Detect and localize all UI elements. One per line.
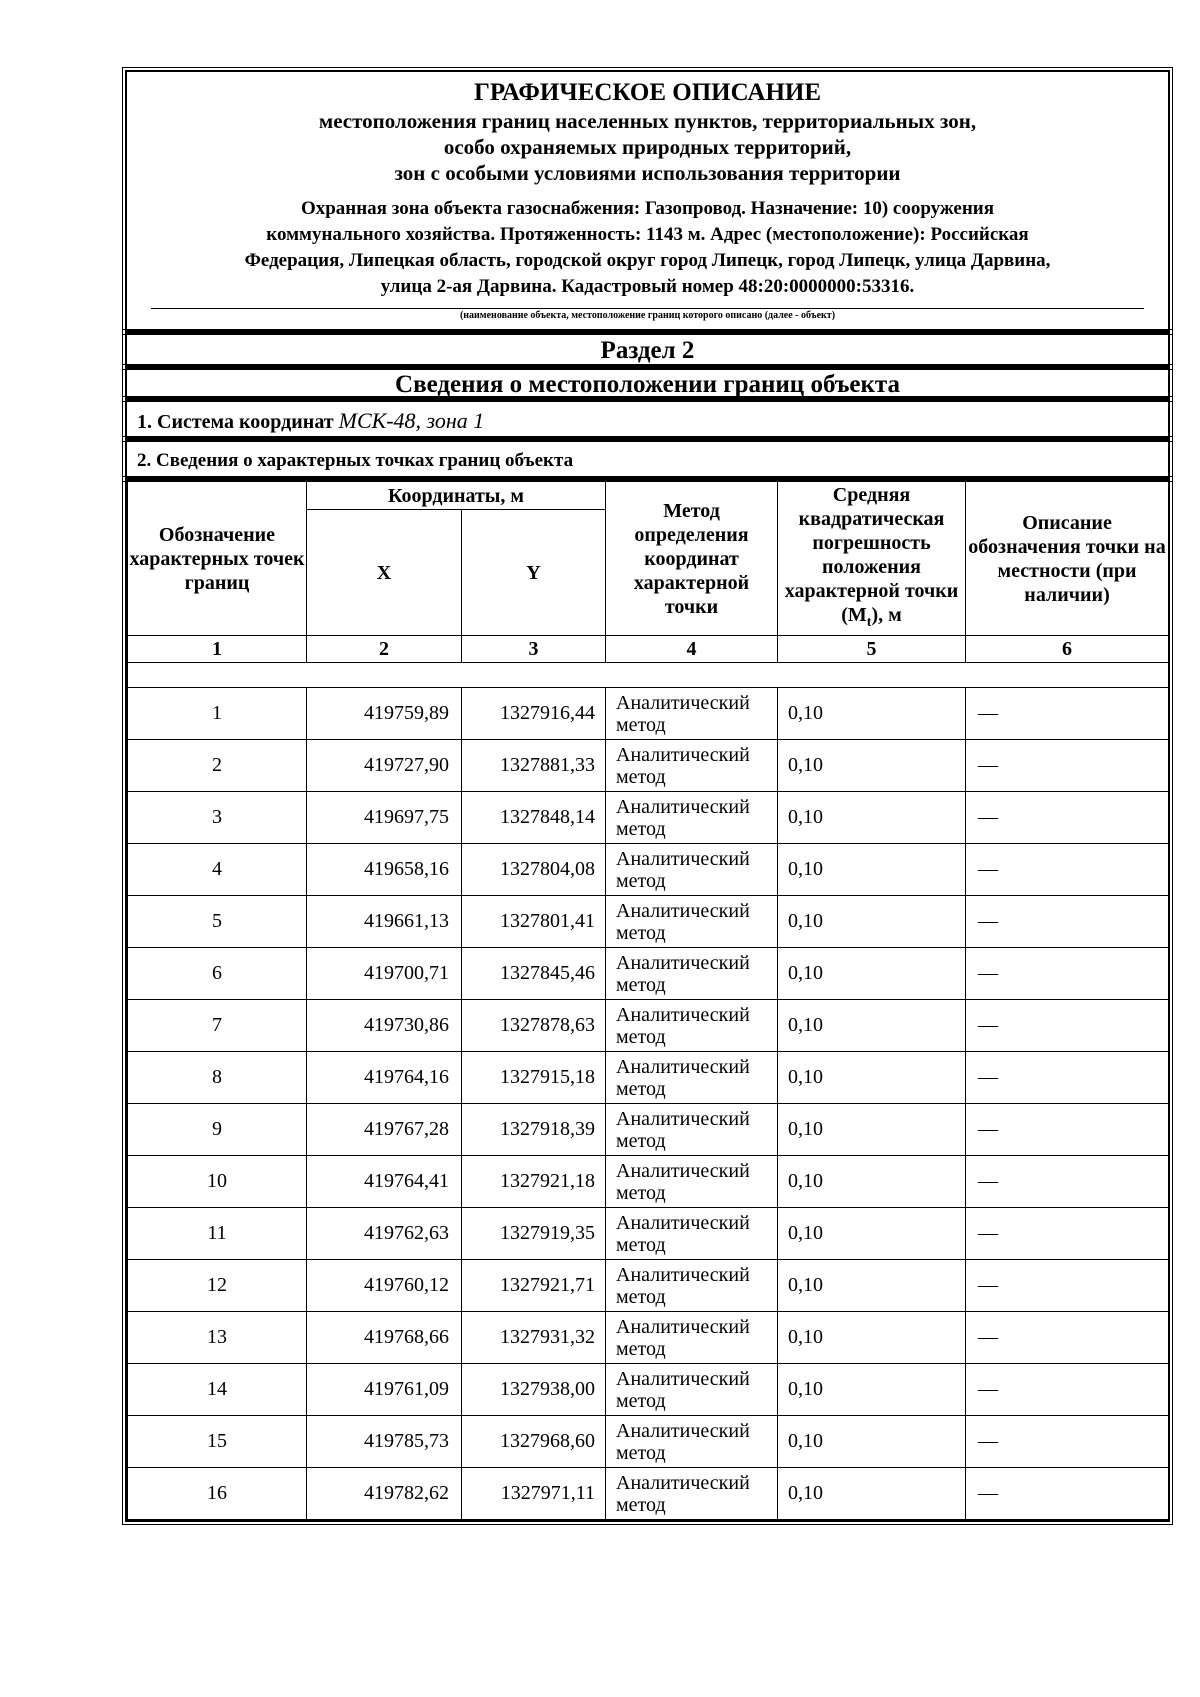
- point-number: 5: [128, 896, 307, 948]
- point-y: 1327845,46: [462, 948, 606, 1000]
- point-description: —: [966, 1208, 1169, 1260]
- point-method: Аналитический метод: [606, 1364, 778, 1416]
- object-description-line: коммунального хозяйства. Протяженность: 1143 м. Адрес (местоположение): Российская: [266, 224, 1029, 245]
- column-number: 4: [606, 636, 778, 663]
- point-y: 1327915,18: [462, 1052, 606, 1104]
- header-precision-unit: ), м: [871, 603, 902, 626]
- point-precision: 0,10: [778, 1364, 966, 1416]
- point-description: —: [966, 1104, 1169, 1156]
- table-row: [128, 1208, 1169, 1260]
- object-description-line: Федерация, Липецкая область, городской округ город Липецк, город Липецк, улица Дарвина,: [244, 250, 1051, 271]
- point-number: 15: [128, 1416, 307, 1468]
- point-x: 419785,73: [307, 1416, 462, 1468]
- point-description: —: [966, 1156, 1169, 1208]
- column-number: 5: [778, 636, 966, 663]
- document-header: [125, 70, 1170, 332]
- table-row: [128, 792, 1169, 844]
- point-method: Аналитический метод: [606, 688, 778, 740]
- spacer-cell: [128, 663, 1169, 688]
- point-number: 9: [128, 1104, 307, 1156]
- point-number: 3: [128, 792, 307, 844]
- column-number: 3: [462, 636, 606, 663]
- point-method: Аналитический метод: [606, 1468, 778, 1520]
- point-precision: 0,10: [778, 1208, 966, 1260]
- object-description-line: Охранная зона объекта газоснабжения: Газопровод. Назначение: 10) сооружения: [300, 198, 995, 219]
- table-row: [128, 1312, 1169, 1364]
- point-precision: 0,10: [778, 844, 966, 896]
- document-subtitle-line: зон с особыми условиями использования территории: [394, 161, 901, 185]
- point-x: 419761,09: [307, 1364, 462, 1416]
- points-table-body: [128, 636, 1169, 1520]
- spacer-row: [128, 663, 1169, 688]
- document-subtitle-line: особо охраняемых природных территорий,: [443, 135, 852, 159]
- point-x: 419764,16: [307, 1052, 462, 1104]
- point-x: 419762,63: [307, 1208, 462, 1260]
- point-description: —: [966, 896, 1169, 948]
- point-precision: 0,10: [778, 948, 966, 1000]
- point-x: 419764,41: [307, 1156, 462, 1208]
- point-y: 1327804,08: [462, 844, 606, 896]
- header-description: Описание обозначения точки на местности (при наличии): [966, 482, 1169, 636]
- point-description: —: [966, 1312, 1169, 1364]
- point-description: —: [966, 1260, 1169, 1312]
- point-x: 419767,28: [307, 1104, 462, 1156]
- point-number: 12: [128, 1260, 307, 1312]
- point-method: Аналитический метод: [606, 1260, 778, 1312]
- point-y: 1327848,14: [462, 792, 606, 844]
- point-number: 2: [128, 740, 307, 792]
- point-number: 7: [128, 1000, 307, 1052]
- point-number: 10: [128, 1156, 307, 1208]
- header-coordinates: Координаты, м: [307, 482, 606, 510]
- point-x: 419768,66: [307, 1312, 462, 1364]
- point-description: —: [966, 1364, 1169, 1416]
- point-y: 1327921,71: [462, 1260, 606, 1312]
- point-y: 1327971,11: [462, 1468, 606, 1520]
- point-y: 1327918,39: [462, 1104, 606, 1156]
- header-precision: [778, 482, 966, 636]
- header-x: X: [307, 510, 462, 636]
- table-row: [128, 1052, 1169, 1104]
- point-x: 419759,89: [307, 688, 462, 740]
- point-description: —: [966, 688, 1169, 740]
- point-precision: 0,10: [778, 792, 966, 844]
- point-y: 1327919,35: [462, 1208, 606, 1260]
- point-method: Аналитический метод: [606, 1000, 778, 1052]
- point-y: 1327878,63: [462, 1000, 606, 1052]
- point-x: 419730,86: [307, 1000, 462, 1052]
- table-row: [128, 896, 1169, 948]
- point-precision: 0,10: [778, 1000, 966, 1052]
- point-number: 4: [128, 844, 307, 896]
- header-y: Y: [462, 510, 606, 636]
- point-description: —: [966, 844, 1169, 896]
- header-method: Метод определения координат характерной точки: [606, 482, 778, 636]
- point-y: 1327938,00: [462, 1364, 606, 1416]
- point-precision: 0,10: [778, 1260, 966, 1312]
- point-method: Аналитический метод: [606, 1156, 778, 1208]
- table-row: [128, 1364, 1169, 1416]
- point-description: —: [966, 948, 1169, 1000]
- point-y: 1327801,41: [462, 896, 606, 948]
- points-section-title: 2. Сведения о характерных точках границ объекта: [125, 439, 1170, 479]
- point-method: Аналитический метод: [606, 844, 778, 896]
- object-description-line: улица 2-ая Дарвина. Кадастровый номер 48:20:0000000:53316.: [380, 276, 915, 297]
- point-precision: 0,10: [778, 1312, 966, 1364]
- point-x: 419700,71: [307, 948, 462, 1000]
- document-title: ГРАФИЧЕСКОЕ ОПИСАНИЕ: [473, 79, 822, 106]
- table-row: [128, 740, 1169, 792]
- point-number: 1: [128, 688, 307, 740]
- section-number: Раздел 2: [125, 332, 1170, 367]
- table-row: [128, 844, 1169, 896]
- point-y: 1327881,33: [462, 740, 606, 792]
- table-row: [128, 948, 1169, 1000]
- point-y: 1327968,60: [462, 1416, 606, 1468]
- point-number: 13: [128, 1312, 307, 1364]
- point-method: Аналитический метод: [606, 896, 778, 948]
- header-precision-text: Средняя квадратическая погрешность положения характерной точки (M: [784, 483, 959, 626]
- section-title: Сведения о местоположении границ объекта: [125, 367, 1170, 399]
- table-row: [128, 1104, 1169, 1156]
- point-precision: 0,10: [778, 688, 966, 740]
- point-y: 1327921,18: [462, 1156, 606, 1208]
- points-table: [127, 481, 1169, 1520]
- point-method: Аналитический метод: [606, 1104, 778, 1156]
- point-number: 14: [128, 1364, 307, 1416]
- table-row: [128, 688, 1169, 740]
- column-number: 2: [307, 636, 462, 663]
- point-number: 11: [128, 1208, 307, 1260]
- point-method: Аналитический метод: [606, 1312, 778, 1364]
- point-precision: 0,10: [778, 1104, 966, 1156]
- object-description: [127, 196, 1168, 300]
- point-x: 419658,16: [307, 844, 462, 896]
- column-number-row: [128, 636, 1169, 663]
- point-method: Аналитический метод: [606, 1416, 778, 1468]
- caption-underline: [151, 308, 1144, 309]
- point-precision: 0,10: [778, 1468, 966, 1520]
- table-row: [128, 1260, 1169, 1312]
- point-x: 419760,12: [307, 1260, 462, 1312]
- point-number: 16: [128, 1468, 307, 1520]
- point-x: 419782,62: [307, 1468, 462, 1520]
- point-y: 1327931,32: [462, 1312, 606, 1364]
- point-description: —: [966, 740, 1169, 792]
- point-precision: 0,10: [778, 1416, 966, 1468]
- coordinate-system-label: 1. Система координат: [137, 411, 339, 433]
- point-method: Аналитический метод: [606, 1208, 778, 1260]
- document-subtitle-line: местоположения границ населенных пунктов, территориальных зон,: [318, 109, 977, 133]
- point-y: 1327916,44: [462, 688, 606, 740]
- point-x: 419727,90: [307, 740, 462, 792]
- object-caption: (наименование объекта, местоположение границ которого описано (далее - объект): [459, 310, 836, 321]
- point-precision: 0,10: [778, 1052, 966, 1104]
- coordinate-system: [125, 399, 1170, 439]
- point-x: 419661,13: [307, 896, 462, 948]
- point-method: Аналитический метод: [606, 948, 778, 1000]
- point-method: Аналитический метод: [606, 1052, 778, 1104]
- header-precision-subscript: t: [866, 614, 872, 630]
- table-row: [128, 1000, 1169, 1052]
- column-number: 6: [966, 636, 1169, 663]
- document: [125, 70, 1170, 1522]
- point-method: Аналитический метод: [606, 792, 778, 844]
- point-precision: 0,10: [778, 896, 966, 948]
- table-row: [128, 1468, 1169, 1520]
- point-method: Аналитический метод: [606, 740, 778, 792]
- points-table-frame: [125, 479, 1170, 1522]
- column-number: 1: [128, 636, 307, 663]
- header-designation: Обозначение характерных точек границ: [128, 482, 307, 636]
- point-description: —: [966, 1468, 1169, 1520]
- point-precision: 0,10: [778, 740, 966, 792]
- point-description: —: [966, 1000, 1169, 1052]
- table-row: [128, 1416, 1169, 1468]
- coordinate-system-value: МСК-48, зона 1: [338, 408, 485, 433]
- point-x: 419697,75: [307, 792, 462, 844]
- point-precision: 0,10: [778, 1156, 966, 1208]
- table-row: [128, 1156, 1169, 1208]
- point-description: —: [966, 1416, 1169, 1468]
- point-number: 8: [128, 1052, 307, 1104]
- point-number: 6: [128, 948, 307, 1000]
- point-description: —: [966, 1052, 1169, 1104]
- point-description: —: [966, 792, 1169, 844]
